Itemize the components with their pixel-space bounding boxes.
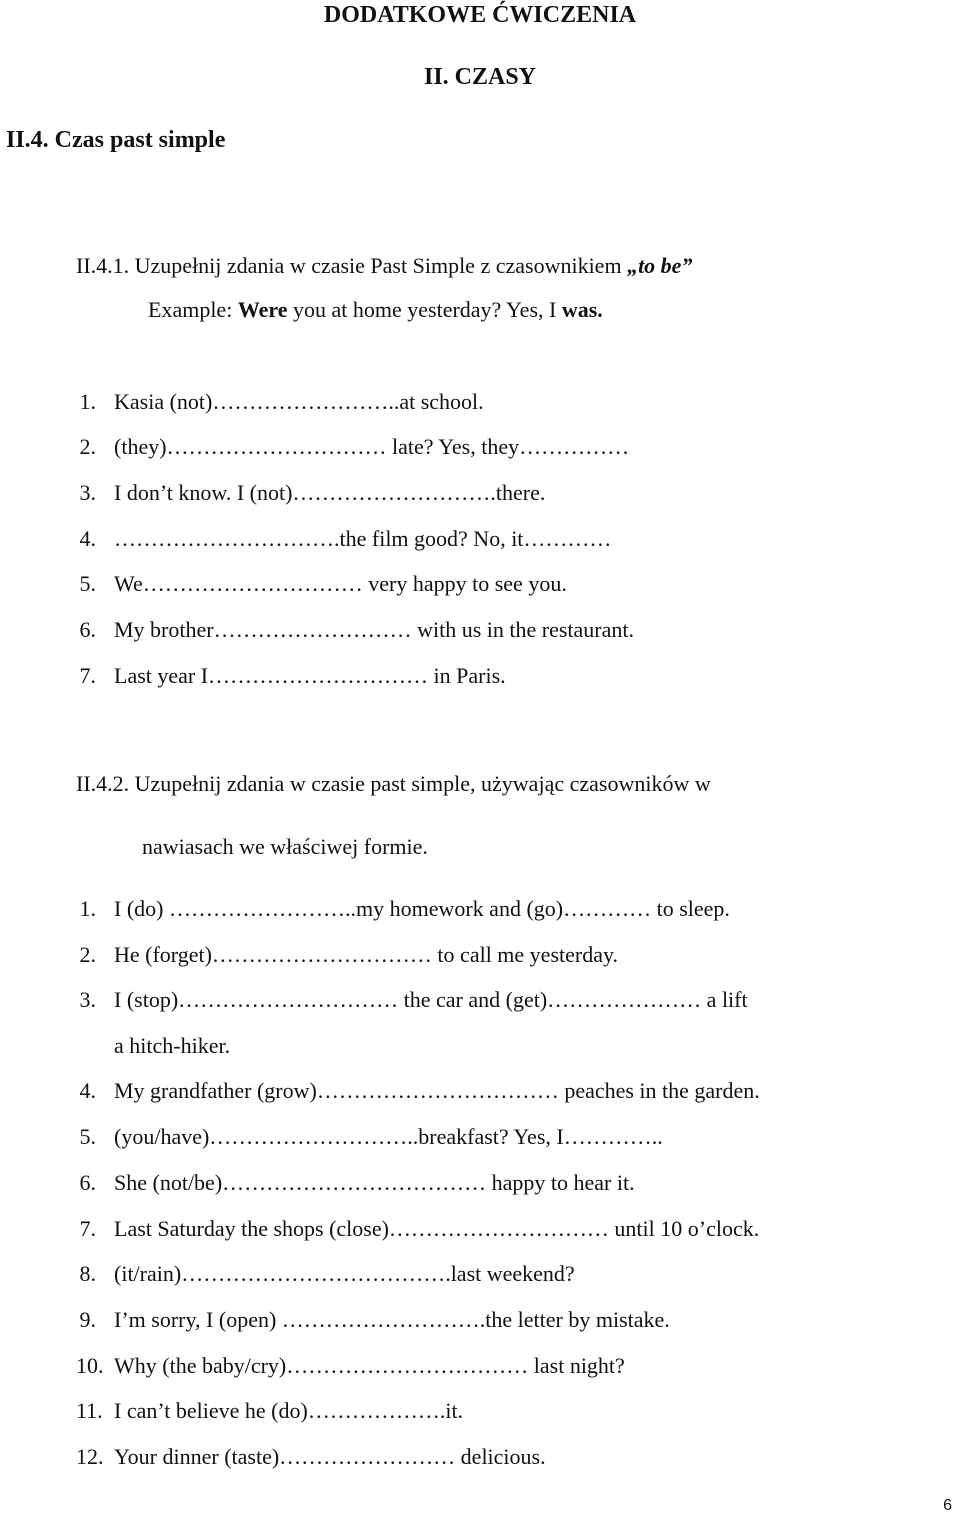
- item-sentence: Last Saturday the shops (close)………………………… until 10 o’clock.: [114, 1216, 760, 1241]
- example-label: Example:: [148, 297, 238, 322]
- item-sentence: (they)………………………… late? Yes, they……………: [114, 434, 630, 459]
- item-sentence: My grandfather (grow)…………………………… peaches in the garden.: [114, 1078, 760, 1103]
- item-number: 12.: [76, 1444, 104, 1469]
- exercise1-instruction-verb: „to be”: [627, 253, 693, 278]
- item-number: 5.: [79, 571, 96, 596]
- item-sentence: I (stop)………………………… the car and (get)………………… a lift: [114, 987, 748, 1012]
- item-number: 1.: [79, 389, 96, 414]
- example-answer-were: Were: [237, 297, 288, 322]
- item-number: 6.: [79, 1170, 96, 1195]
- item-number: 9.: [79, 1307, 96, 1332]
- item-number: 1.: [79, 896, 96, 921]
- item-number: 8.: [79, 1261, 96, 1286]
- item-sentence: He (forget)………………………… to call me yesterday.: [114, 942, 619, 967]
- item-sentence: My brother……………………… with us in the restaurant.: [114, 617, 634, 642]
- page-number: 6: [943, 1497, 952, 1514]
- item-sentence: (you/have)………………………..breakfast? Yes, I…………..: [114, 1124, 663, 1149]
- exercise2-instruction-line1: II.4.2. Uzupełnij zdania w czasie past simple, używając czasowników w: [76, 771, 711, 796]
- item-number: 7.: [79, 663, 96, 688]
- exercise2-instruction-line2: nawiasach we właściwej formie.: [142, 834, 428, 859]
- item-number: 3.: [79, 987, 96, 1012]
- example-question: you at home yesterday? Yes, I: [287, 297, 562, 322]
- item-sentence: Your dinner (taste)…………………… delicious.: [114, 1444, 546, 1469]
- item-number: 3.: [79, 480, 96, 505]
- section-title: II. CZASY: [423, 64, 537, 90]
- item-number: 10.: [76, 1353, 104, 1378]
- item-number: 7.: [79, 1216, 96, 1241]
- example-answer-was: was.: [561, 297, 603, 322]
- item-sentence: Why (the baby/cry)…………………………… last night?: [114, 1353, 625, 1378]
- item-number: 4.: [79, 526, 96, 551]
- exercise1-example: [148, 297, 603, 323]
- item-sentence: I don’t know. I (not)……………………….there.: [114, 480, 546, 505]
- item-sentence: Last year I………………………… in Paris.: [114, 663, 506, 688]
- item-number: 5.: [79, 1124, 96, 1149]
- item-sentence: a hitch-hiker.: [114, 1033, 231, 1058]
- item-sentence: I (do) ……………………..my homework and (go)………… to sleep.: [114, 896, 730, 921]
- item-sentence: I can’t believe he (do)……………….it.: [114, 1398, 464, 1423]
- exercise1-instruction-text: II.4.1. Uzupełnij zdania w czasie Past Simple z czasownikiem: [76, 253, 628, 278]
- item-sentence: (it/rain)……………………………….last weekend?: [114, 1261, 575, 1286]
- item-number: 11.: [76, 1398, 103, 1423]
- item-sentence: ………………………….the film good? No, it…………: [114, 526, 612, 551]
- item-number: 6.: [79, 617, 96, 642]
- item-sentence: She (not/be)……………………………… happy to hear it.: [114, 1170, 635, 1195]
- item-number: 4.: [79, 1078, 96, 1103]
- item-sentence: I’m sorry, I (open) ……………………….the letter by mistake.: [114, 1307, 670, 1332]
- item-sentence: We………………………… very happy to see you.: [114, 571, 567, 596]
- subsection-title: II.4. Czas past simple: [6, 127, 226, 153]
- item-number: 2.: [79, 942, 96, 967]
- item-number: 2.: [79, 434, 96, 459]
- item-sentence: Kasia (not)……………………..at school.: [114, 389, 484, 414]
- document-title: DODATKOWE ĆWICZENIA: [323, 2, 637, 28]
- exercise1-instruction: [76, 253, 692, 279]
